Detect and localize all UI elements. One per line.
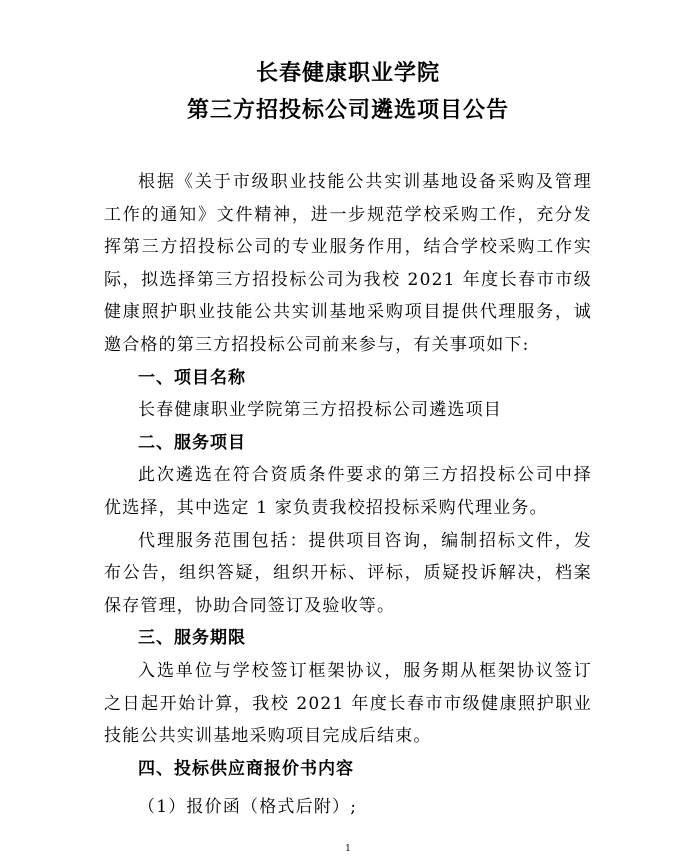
page-number: 1: [345, 844, 351, 854]
section-heading-quotation-content: 四、投标供应商报价书内容: [138, 758, 354, 779]
service-scope-paragraph: 代理服务范围包括：提供项目咨询，编制招标文件，发布公告，组织答疑，组织开标、评标，质疑投诉解决，档案保存管理，协助合同签订及验收等。: [104, 530, 592, 616]
service-period-paragraph: 入选单位与学校签订框架协议，服务期从框架协议签订之日起开始计算，我校 2021 年度长春市市级健康照护职业技能公共实训基地采购项目完成后结束。: [104, 660, 592, 747]
document-title: 长春健康职业学院: [255, 61, 440, 86]
quotation-item-1: （1）报价函（格式后附）;: [138, 797, 358, 818]
section-heading-services: 二、服务项目: [138, 432, 246, 453]
intro-paragraph: 根据《关于市级职业技能公共实训基地设备采购及管理工作的通知》文件精神，进一步规范学校采购工作，充分发挥第三方招投标公司的专业服务作用，结合学校采购工作实际，拟选择第三方招投标公司为我校 2021 年度长春市市级健康照护职业技能公共实训基地采购项目提供代理服务，诚邀合格的第三方招投标公司前来参与，有关事项如下:: [104, 172, 592, 355]
document-body: [104, 166, 592, 824]
services-paragraph: 此次遴选在符合资质条件要求的第三方招投标公司中择优选择，其中选定 1 家负责我校招投标采购代理业务。: [104, 465, 592, 518]
document-subtitle: 第三方招投标公司遴选项目公告: [186, 98, 509, 123]
project-name-text: 长春健康职业学院第三方招投标公司遴选项目: [138, 400, 502, 421]
section-heading-project-name: 一、项目名称: [138, 367, 246, 388]
section-heading-service-period: 三、服务期限: [138, 628, 246, 649]
